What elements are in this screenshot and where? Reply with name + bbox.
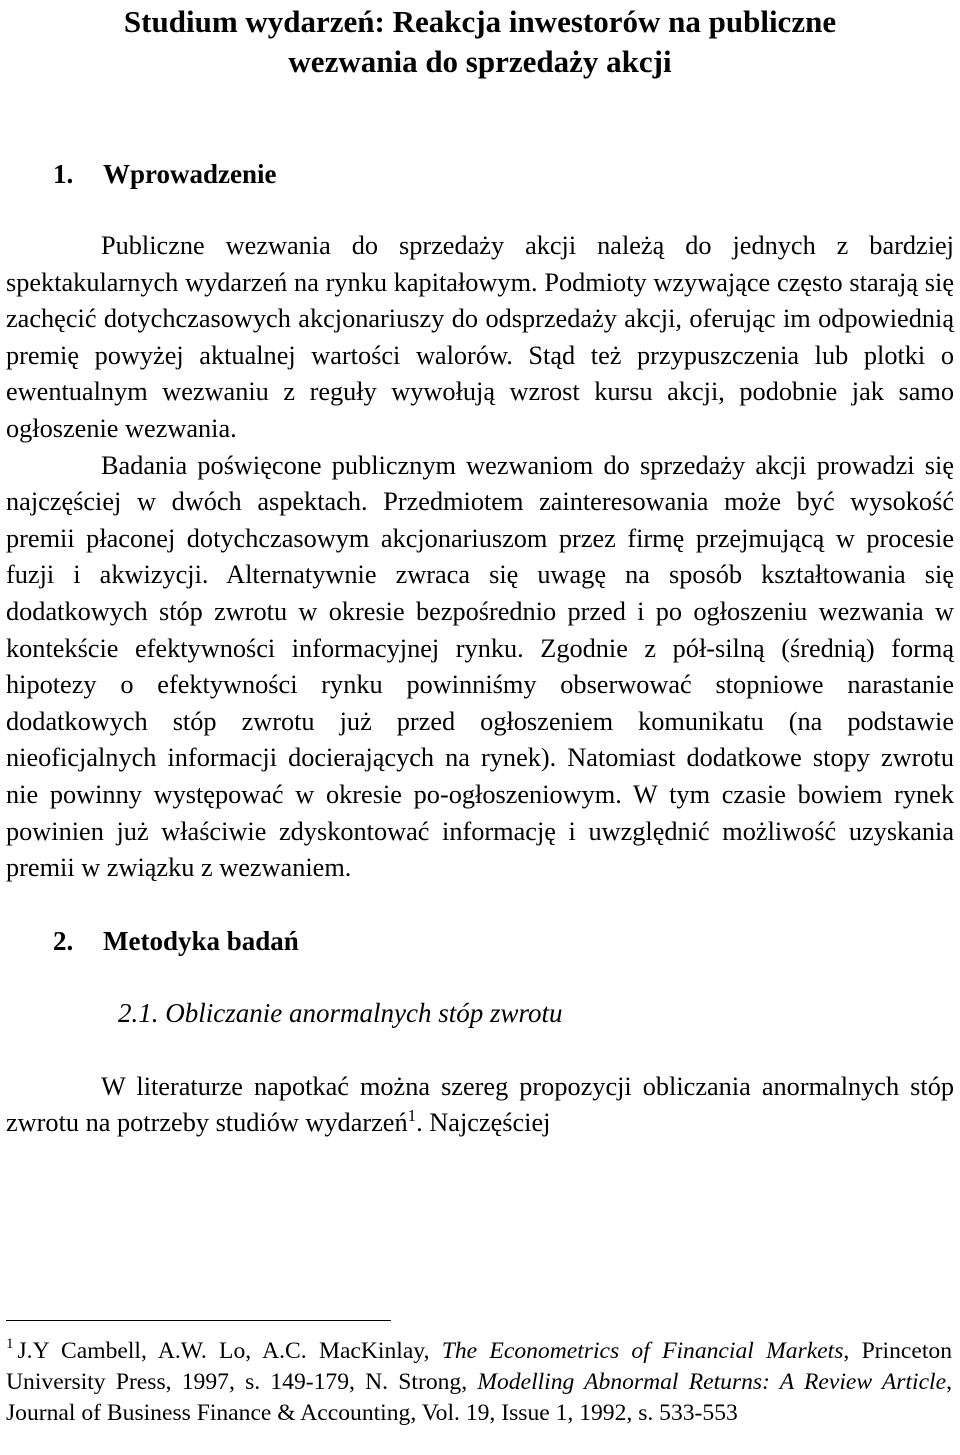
paragraph-3-continuation: . Najczęściej (416, 1108, 551, 1138)
section-heading-introduction (6, 156, 954, 192)
section-title: Metodyka badań (103, 925, 299, 956)
section-title: Wprowadzenie (103, 159, 277, 189)
footnote-title-1: The Econometrics of Financial Markets (441, 1338, 844, 1364)
footnote-publisher-2: , Journal of Business Finance & Accounting, Vol. 19, Issue 1, 1992, s. 533-553 (6, 1369, 952, 1426)
footnote-mark: 1 (6, 1336, 14, 1352)
paragraph-3 (6, 1069, 954, 1142)
document-title (6, 0, 954, 82)
section-number: 2. (53, 925, 74, 956)
paragraph-2: Badania poświęcone publicznym wezwaniom do sprzedaży akcji prowadzi się najczęściej w dwóch aspektach. Przedmiotem zainteresowania może być wysokość premii płaconej dotychczasowym akcjonariuszom przez firmę przejmującą w procesie fuzji i akwizycji. Alternatywnie zwraca się uwagę na sposób kształtowania się dodatkowych stóp zwrotu w okresie bezpośrednio przed i po ogłoszeniu wezwania w kontekście efektywności informacyjnej rynku. Zgodnie z pół-silną (średnią) formą hipotezy o efektywności rynku powinniśmy obserwować stopniowe narastanie dodatkowych stóp zwrotu już przed ogłoszeniem komunikatu (na podstawie nieoficjalnych informacji docierających na rynek). Natomiast dodatkowe stopy zwrotu nie powinny występować w okresie po-ogłoszeniowym. W tym czasie bowiem rynek powinien już właściwie zdyskontować informację i uwzględnić możliwość uzyskania premii w związku z wezwaniem. (6, 450, 954, 883)
subsection-heading: 2.1. Obliczanie anormalnych stóp zwrotu (118, 997, 563, 1028)
footnote (6, 1336, 952, 1429)
title-line-1: Studium wydarzeń: Reakcja inwestorów na publiczne (123, 4, 837, 39)
footnote-title-2: Modelling Abnormal Returns: A Review Article (477, 1369, 947, 1395)
footnote-publisher-1: , Princeton University Press, 1997, s. 149-179, N. Strong, (6, 1338, 952, 1395)
footnote-reference[interactable]: 1 (407, 1106, 417, 1126)
title-line-2: wezwania do sprzedaży akcji (288, 44, 672, 79)
paragraph-1: Publiczne wezwania do sprzedaży akcji należą do jednych z bardziej spektakularnych wydarzeń na rynku kapitałowym. Podmioty wzywające często starają się zachęcić dotychczasowych akcjonariuszy do odsprzedaży akcji, oferując im odpowiednią premię powyżej aktualnej wartości walorów. Stąd też przypuszczenia lub plotki o ewentualnym wezwaniu z reguły wywołują wzrost kursu akcji, podobnie jak samo ogłoszenie wezwania. (6, 231, 954, 443)
section-number: 1. (53, 159, 74, 189)
footnote-separator (6, 1320, 391, 1321)
paragraph-3-text: W literaturze napotkać można szereg propozycji obliczania anormalnych stóp zwrotu na potrzeby studiów wydarzeń (6, 1071, 954, 1138)
section-heading-methodology (6, 923, 954, 959)
footnote-authors: J.Y Cambell, A.W. Lo, A.C. MacKinlay, (17, 1338, 430, 1364)
